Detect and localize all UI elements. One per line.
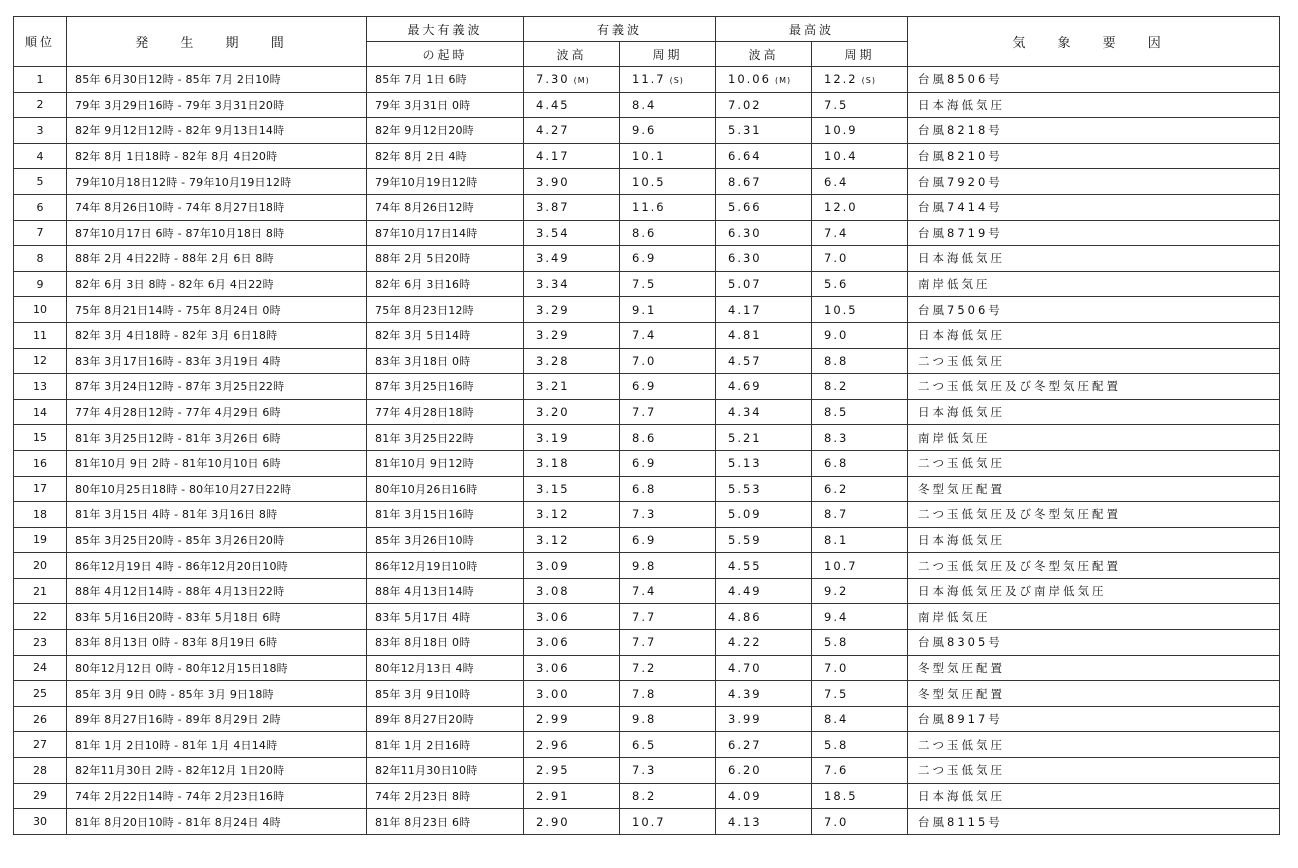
table-row	[14, 527, 1280, 553]
significant-period-cell: 8.6	[620, 425, 716, 451]
significant-height-cell: 3.06	[524, 630, 620, 656]
unit-label: (M)	[774, 76, 792, 86]
table-row	[14, 322, 1280, 348]
peak-time-cell: 83年 3月18日 0時	[367, 348, 524, 374]
header-max-height: 波高	[716, 42, 812, 67]
significant-period-cell: 6.9	[620, 246, 716, 272]
max-period-cell: 10.9	[812, 118, 908, 144]
max-period-cell: 10.4	[812, 143, 908, 169]
header-cause: 気 象 要 因	[908, 17, 1280, 67]
significant-height-cell: 2.96	[524, 732, 620, 758]
cause-cell: 台風8719号	[908, 220, 1280, 246]
peak-time-cell: 79年 3月31日 0時	[367, 92, 524, 118]
peak-time-cell: 74年 2月23日 8時	[367, 783, 524, 809]
peak-time-cell: 88年 4月13日14時	[367, 578, 524, 604]
significant-height-cell: 3.54	[524, 220, 620, 246]
max-height-cell: 4.09	[716, 783, 812, 809]
unit-label: (M)	[573, 76, 590, 86]
max-height-cell: 4.55	[716, 553, 812, 579]
max-period-cell: 7.6	[812, 758, 908, 784]
rank-cell: 8	[14, 246, 67, 272]
significant-height-cell: 3.49	[524, 246, 620, 272]
value-text: 12.2	[824, 72, 858, 87]
table-row	[14, 783, 1280, 809]
table-row	[14, 809, 1280, 835]
period-cell: 83年 3月17日16時 - 83年 3月19日 4時	[67, 348, 367, 374]
period-cell: 88年 4月12日14時 - 88年 4月13日22時	[67, 578, 367, 604]
significant-height-cell: 3.09	[524, 553, 620, 579]
significant-height-cell: 3.08	[524, 578, 620, 604]
max-height-cell: 4.34	[716, 399, 812, 425]
max-period-cell: 7.0	[812, 246, 908, 272]
significant-height-cell: 3.18	[524, 450, 620, 476]
cause-cell: 二つ玉低気圧	[908, 348, 1280, 374]
peak-time-cell: 85年 3月26日10時	[367, 527, 524, 553]
max-height-cell: 4.70	[716, 655, 812, 681]
peak-time-cell: 87年 3月25日16時	[367, 374, 524, 400]
rank-cell: 16	[14, 450, 67, 476]
significant-height-cell	[524, 67, 620, 93]
cause-cell: 台風7506号	[908, 297, 1280, 323]
cause-cell: 二つ玉低気圧	[908, 450, 1280, 476]
peak-time-cell: 82年 3月 5日14時	[367, 322, 524, 348]
table-row	[14, 271, 1280, 297]
cause-cell: 台風7920号	[908, 169, 1280, 195]
cause-cell: 南岸低気圧	[908, 604, 1280, 630]
significant-period-cell: 7.0	[620, 348, 716, 374]
rank-cell: 18	[14, 502, 67, 528]
max-height-cell: 5.21	[716, 425, 812, 451]
table-row	[14, 194, 1280, 220]
significant-period-cell: 9.1	[620, 297, 716, 323]
max-height-cell: 6.30	[716, 220, 812, 246]
table-row	[14, 67, 1280, 93]
max-period-cell: 8.2	[812, 374, 908, 400]
max-height-cell: 5.66	[716, 194, 812, 220]
peak-time-cell: 81年 3月15日16時	[367, 502, 524, 528]
rank-cell: 29	[14, 783, 67, 809]
header-sig-height: 波高	[524, 42, 620, 67]
max-height-cell: 4.81	[716, 322, 812, 348]
header-period: 発 生 期 間	[67, 17, 367, 67]
max-period-cell: 5.6	[812, 271, 908, 297]
cause-cell: 台風7414号	[908, 194, 1280, 220]
period-cell: 80年12月12日 0時 - 80年12月15日18時	[67, 655, 367, 681]
table-row	[14, 732, 1280, 758]
significant-height-cell: 3.87	[524, 194, 620, 220]
cause-cell: 二つ玉低気圧	[908, 758, 1280, 784]
table-row	[14, 706, 1280, 732]
max-period-cell: 8.1	[812, 527, 908, 553]
table-row	[14, 220, 1280, 246]
significant-period-cell: 6.9	[620, 527, 716, 553]
max-period-cell: 8.5	[812, 399, 908, 425]
significant-period-cell: 8.2	[620, 783, 716, 809]
period-cell: 88年 2月 4日22時 - 88年 2月 6日 8時	[67, 246, 367, 272]
table-row	[14, 630, 1280, 656]
significant-height-cell: 3.15	[524, 476, 620, 502]
max-height-cell: 4.57	[716, 348, 812, 374]
rank-cell: 3	[14, 118, 67, 144]
period-cell: 82年 6月 3日 8時 - 82年 6月 4日22時	[67, 271, 367, 297]
max-height-cell: 4.69	[716, 374, 812, 400]
rank-cell: 15	[14, 425, 67, 451]
period-cell: 81年 1月 2日10時 - 81年 1月 4日14時	[67, 732, 367, 758]
cause-cell: 南岸低気圧	[908, 425, 1280, 451]
period-cell: 82年11月30日 2時 - 82年12月 1日20時	[67, 758, 367, 784]
table-row	[14, 118, 1280, 144]
value-text: 11.7	[632, 72, 666, 87]
period-cell: 79年 3月29日16時 - 79年 3月31日20時	[67, 92, 367, 118]
peak-time-cell: 74年 8月26日12時	[367, 194, 524, 220]
significant-period-cell: 7.7	[620, 630, 716, 656]
significant-period-cell: 7.7	[620, 399, 716, 425]
significant-period-cell: 9.8	[620, 706, 716, 732]
table-row	[14, 476, 1280, 502]
period-cell: 82年 8月 1日18時 - 82年 8月 4日20時	[67, 143, 367, 169]
max-period-cell	[812, 67, 908, 93]
period-cell: 82年 9月12日12時 - 82年 9月13日14時	[67, 118, 367, 144]
max-period-cell: 8.4	[812, 706, 908, 732]
significant-height-cell: 3.00	[524, 681, 620, 707]
significant-height-cell: 3.21	[524, 374, 620, 400]
period-cell: 80年10月25日18時 - 80年10月27日22時	[67, 476, 367, 502]
max-height-cell: 6.20	[716, 758, 812, 784]
peak-time-cell: 85年 7月 1日 6時	[367, 67, 524, 93]
max-period-cell: 7.5	[812, 92, 908, 118]
max-height-cell: 8.67	[716, 169, 812, 195]
period-cell: 85年 3月25日20時 - 85年 3月26日20時	[67, 527, 367, 553]
cause-cell: 台風8115号	[908, 809, 1280, 835]
header-significant-wave: 有義波	[524, 17, 716, 42]
significant-period-cell: 7.2	[620, 655, 716, 681]
significant-height-cell: 3.19	[524, 425, 620, 451]
max-height-cell: 4.86	[716, 604, 812, 630]
period-cell: 87年 3月24日12時 - 87年 3月25日22時	[67, 374, 367, 400]
header-max-wave: 最高波	[716, 17, 908, 42]
cause-cell: 日本海低気圧	[908, 246, 1280, 272]
peak-time-cell: 89年 8月27日20時	[367, 706, 524, 732]
peak-time-cell: 88年 2月 5日20時	[367, 246, 524, 272]
cause-cell: 日本海低気圧	[908, 783, 1280, 809]
significant-height-cell: 2.91	[524, 783, 620, 809]
significant-period-cell: 7.3	[620, 758, 716, 784]
header-sig-period: 周期	[620, 42, 716, 67]
significant-period-cell: 8.4	[620, 92, 716, 118]
peak-time-cell: 81年 1月 2日16時	[367, 732, 524, 758]
max-height-cell: 5.13	[716, 450, 812, 476]
unit-label: (S)	[861, 76, 876, 86]
peak-time-cell: 82年 6月 3日16時	[367, 271, 524, 297]
peak-time-cell: 81年 3月25日22時	[367, 425, 524, 451]
max-height-cell: 4.22	[716, 630, 812, 656]
peak-time-cell: 80年12月13日 4時	[367, 655, 524, 681]
max-height-cell: 4.39	[716, 681, 812, 707]
period-cell: 86年12月19日 4時 - 86年12月20日10時	[67, 553, 367, 579]
period-cell: 75年 8月21日14時 - 75年 8月24日 0時	[67, 297, 367, 323]
cause-cell: 台風8917号	[908, 706, 1280, 732]
period-cell: 85年 6月30日12時 - 85年 7月 2日10時	[67, 67, 367, 93]
cause-cell: 冬型気圧配置	[908, 681, 1280, 707]
table-row	[14, 681, 1280, 707]
peak-time-cell: 86年12月19日10時	[367, 553, 524, 579]
significant-height-cell: 4.27	[524, 118, 620, 144]
significant-height-cell: 3.06	[524, 655, 620, 681]
max-period-cell: 9.4	[812, 604, 908, 630]
significant-period-cell: 9.8	[620, 553, 716, 579]
header-max-period: 周期	[812, 42, 908, 67]
period-cell: 83年 5月16日20時 - 83年 5月18日 6時	[67, 604, 367, 630]
max-height-cell: 4.49	[716, 578, 812, 604]
significant-height-cell: 3.90	[524, 169, 620, 195]
table-row	[14, 502, 1280, 528]
significant-period-cell: 7.4	[620, 322, 716, 348]
rank-cell: 20	[14, 553, 67, 579]
cause-cell: 台風8506号	[908, 67, 1280, 93]
max-height-cell: 6.64	[716, 143, 812, 169]
table-row	[14, 758, 1280, 784]
max-period-cell: 8.8	[812, 348, 908, 374]
max-height-cell: 6.30	[716, 246, 812, 272]
significant-period-cell: 6.9	[620, 374, 716, 400]
table-row	[14, 425, 1280, 451]
rank-cell: 25	[14, 681, 67, 707]
rank-cell: 14	[14, 399, 67, 425]
period-cell: 81年 3月25日12時 - 81年 3月26日 6時	[67, 425, 367, 451]
max-height-cell: 4.17	[716, 297, 812, 323]
cause-cell: 日本海低気圧	[908, 527, 1280, 553]
rank-cell: 28	[14, 758, 67, 784]
rank-cell: 6	[14, 194, 67, 220]
rank-cell: 27	[14, 732, 67, 758]
period-cell: 81年 3月15日 4時 - 81年 3月16日 8時	[67, 502, 367, 528]
max-period-cell: 8.7	[812, 502, 908, 528]
table-row	[14, 604, 1280, 630]
rank-cell: 10	[14, 297, 67, 323]
rank-cell: 2	[14, 92, 67, 118]
table-row	[14, 578, 1280, 604]
rank-cell: 12	[14, 348, 67, 374]
max-period-cell: 10.5	[812, 297, 908, 323]
table-row	[14, 297, 1280, 323]
max-period-cell: 7.4	[812, 220, 908, 246]
header-rank: 順位	[14, 17, 67, 67]
cause-cell: 日本海低気圧	[908, 92, 1280, 118]
max-height-cell: 5.53	[716, 476, 812, 502]
unit-label: (S)	[669, 76, 684, 86]
max-height-cell: 5.07	[716, 271, 812, 297]
significant-height-cell: 2.99	[524, 706, 620, 732]
cause-cell: 二つ玉低気圧及び冬型気圧配置	[908, 502, 1280, 528]
significant-period-cell: 10.7	[620, 809, 716, 835]
cause-cell: 日本海低気圧及び南岸低気圧	[908, 578, 1280, 604]
significant-height-cell: 2.90	[524, 809, 620, 835]
significant-height-cell: 3.12	[524, 527, 620, 553]
significant-period-cell: 7.5	[620, 271, 716, 297]
max-period-cell: 10.7	[812, 553, 908, 579]
significant-period-cell: 6.9	[620, 450, 716, 476]
peak-time-cell: 82年11月30日10時	[367, 758, 524, 784]
significant-height-cell: 3.29	[524, 297, 620, 323]
cause-cell: 台風8218号	[908, 118, 1280, 144]
table-row	[14, 169, 1280, 195]
max-height-cell: 6.27	[716, 732, 812, 758]
significant-period-cell: 7.4	[620, 578, 716, 604]
header-peak-time-line1: 最大有義波	[367, 17, 524, 42]
significant-height-cell: 4.17	[524, 143, 620, 169]
header-peak-time-line2: の起時	[367, 42, 524, 67]
significant-period-cell: 7.3	[620, 502, 716, 528]
value-text: 7.30	[536, 72, 570, 87]
peak-time-cell: 79年10月19日12時	[367, 169, 524, 195]
period-cell: 79年10月18日12時 - 79年10月19日12時	[67, 169, 367, 195]
rank-cell: 13	[14, 374, 67, 400]
significant-period-cell: 10.5	[620, 169, 716, 195]
peak-time-cell: 77年 4月28日18時	[367, 399, 524, 425]
max-period-cell: 6.8	[812, 450, 908, 476]
period-cell: 89年 8月27日16時 - 89年 8月29日 2時	[67, 706, 367, 732]
max-period-cell: 8.3	[812, 425, 908, 451]
table-header	[14, 17, 1280, 67]
rank-cell: 7	[14, 220, 67, 246]
period-cell: 82年 3月 4日18時 - 82年 3月 6日18時	[67, 322, 367, 348]
significant-period-cell: 6.8	[620, 476, 716, 502]
wave-ranking-table	[13, 16, 1280, 835]
peak-time-cell: 81年 8月23日 6時	[367, 809, 524, 835]
rank-cell: 5	[14, 169, 67, 195]
rank-cell: 19	[14, 527, 67, 553]
period-cell: 81年10月 9日 2時 - 81年10月10日 6時	[67, 450, 367, 476]
significant-period-cell: 10.1	[620, 143, 716, 169]
cause-cell: 二つ玉低気圧	[908, 732, 1280, 758]
significant-period-cell: 11.6	[620, 194, 716, 220]
cause-cell: 南岸低気圧	[908, 271, 1280, 297]
max-period-cell: 7.0	[812, 655, 908, 681]
rank-cell: 22	[14, 604, 67, 630]
table-row	[14, 143, 1280, 169]
period-cell: 85年 3月 9日 0時 - 85年 3月 9日18時	[67, 681, 367, 707]
max-height-cell: 5.59	[716, 527, 812, 553]
max-period-cell: 9.0	[812, 322, 908, 348]
peak-time-cell: 82年 8月 2日 4時	[367, 143, 524, 169]
max-period-cell: 6.2	[812, 476, 908, 502]
rank-cell: 17	[14, 476, 67, 502]
cause-cell: 冬型気圧配置	[908, 655, 1280, 681]
table-row	[14, 348, 1280, 374]
significant-period-cell	[620, 67, 716, 93]
max-height-cell: 5.09	[716, 502, 812, 528]
period-cell: 74年 8月26日10時 - 74年 8月27日18時	[67, 194, 367, 220]
table-body	[14, 67, 1280, 835]
table-row	[14, 374, 1280, 400]
significant-height-cell: 3.12	[524, 502, 620, 528]
rank-cell: 23	[14, 630, 67, 656]
cause-cell: 二つ玉低気圧及び冬型気圧配置	[908, 553, 1280, 579]
max-height-cell: 7.02	[716, 92, 812, 118]
peak-time-cell: 81年10月 9日12時	[367, 450, 524, 476]
significant-period-cell: 7.7	[620, 604, 716, 630]
table-row	[14, 655, 1280, 681]
max-height-cell: 4.13	[716, 809, 812, 835]
significant-height-cell: 3.29	[524, 322, 620, 348]
significant-period-cell: 7.8	[620, 681, 716, 707]
max-height-cell	[716, 67, 812, 93]
max-period-cell: 5.8	[812, 732, 908, 758]
rank-cell: 9	[14, 271, 67, 297]
cause-cell: 日本海低気圧	[908, 399, 1280, 425]
significant-height-cell: 2.95	[524, 758, 620, 784]
table-row	[14, 399, 1280, 425]
period-cell: 87年10月17日 6時 - 87年10月18日 8時	[67, 220, 367, 246]
rank-cell: 24	[14, 655, 67, 681]
peak-time-cell: 83年 8月18日 0時	[367, 630, 524, 656]
rank-cell: 30	[14, 809, 67, 835]
significant-height-cell: 3.34	[524, 271, 620, 297]
peak-time-cell: 75年 8月23日12時	[367, 297, 524, 323]
peak-time-cell: 83年 5月17日 4時	[367, 604, 524, 630]
rank-cell: 11	[14, 322, 67, 348]
table-row	[14, 246, 1280, 272]
cause-cell: 台風8210号	[908, 143, 1280, 169]
period-cell: 83年 8月13日 0時 - 83年 8月19日 6時	[67, 630, 367, 656]
significant-period-cell: 6.5	[620, 732, 716, 758]
rank-cell: 26	[14, 706, 67, 732]
period-cell: 81年 8月20日10時 - 81年 8月24日 4時	[67, 809, 367, 835]
table-row	[14, 553, 1280, 579]
max-period-cell: 18.5	[812, 783, 908, 809]
table-row	[14, 92, 1280, 118]
max-period-cell: 7.5	[812, 681, 908, 707]
peak-time-cell: 80年10月26日16時	[367, 476, 524, 502]
significant-period-cell: 9.6	[620, 118, 716, 144]
rank-cell: 1	[14, 67, 67, 93]
max-period-cell: 12.0	[812, 194, 908, 220]
cause-cell: 二つ玉低気圧及び冬型気圧配置	[908, 374, 1280, 400]
period-cell: 74年 2月22日14時 - 74年 2月23日16時	[67, 783, 367, 809]
value-text: 10.06	[728, 72, 771, 87]
significant-height-cell: 4.45	[524, 92, 620, 118]
max-period-cell: 7.0	[812, 809, 908, 835]
max-period-cell: 6.4	[812, 169, 908, 195]
peak-time-cell: 82年 9月12日20時	[367, 118, 524, 144]
cause-cell: 台風8305号	[908, 630, 1280, 656]
significant-period-cell: 8.6	[620, 220, 716, 246]
peak-time-cell: 87年10月17日14時	[367, 220, 524, 246]
peak-time-cell: 85年 3月 9日10時	[367, 681, 524, 707]
max-period-cell: 5.8	[812, 630, 908, 656]
rank-cell: 21	[14, 578, 67, 604]
max-height-cell: 3.99	[716, 706, 812, 732]
rank-cell: 4	[14, 143, 67, 169]
max-height-cell: 5.31	[716, 118, 812, 144]
table-row	[14, 450, 1280, 476]
cause-cell: 日本海低気圧	[908, 322, 1280, 348]
significant-height-cell: 3.28	[524, 348, 620, 374]
significant-height-cell: 3.06	[524, 604, 620, 630]
cause-cell: 冬型気圧配置	[908, 476, 1280, 502]
max-period-cell: 9.2	[812, 578, 908, 604]
period-cell: 77年 4月28日12時 - 77年 4月29日 6時	[67, 399, 367, 425]
significant-height-cell: 3.20	[524, 399, 620, 425]
